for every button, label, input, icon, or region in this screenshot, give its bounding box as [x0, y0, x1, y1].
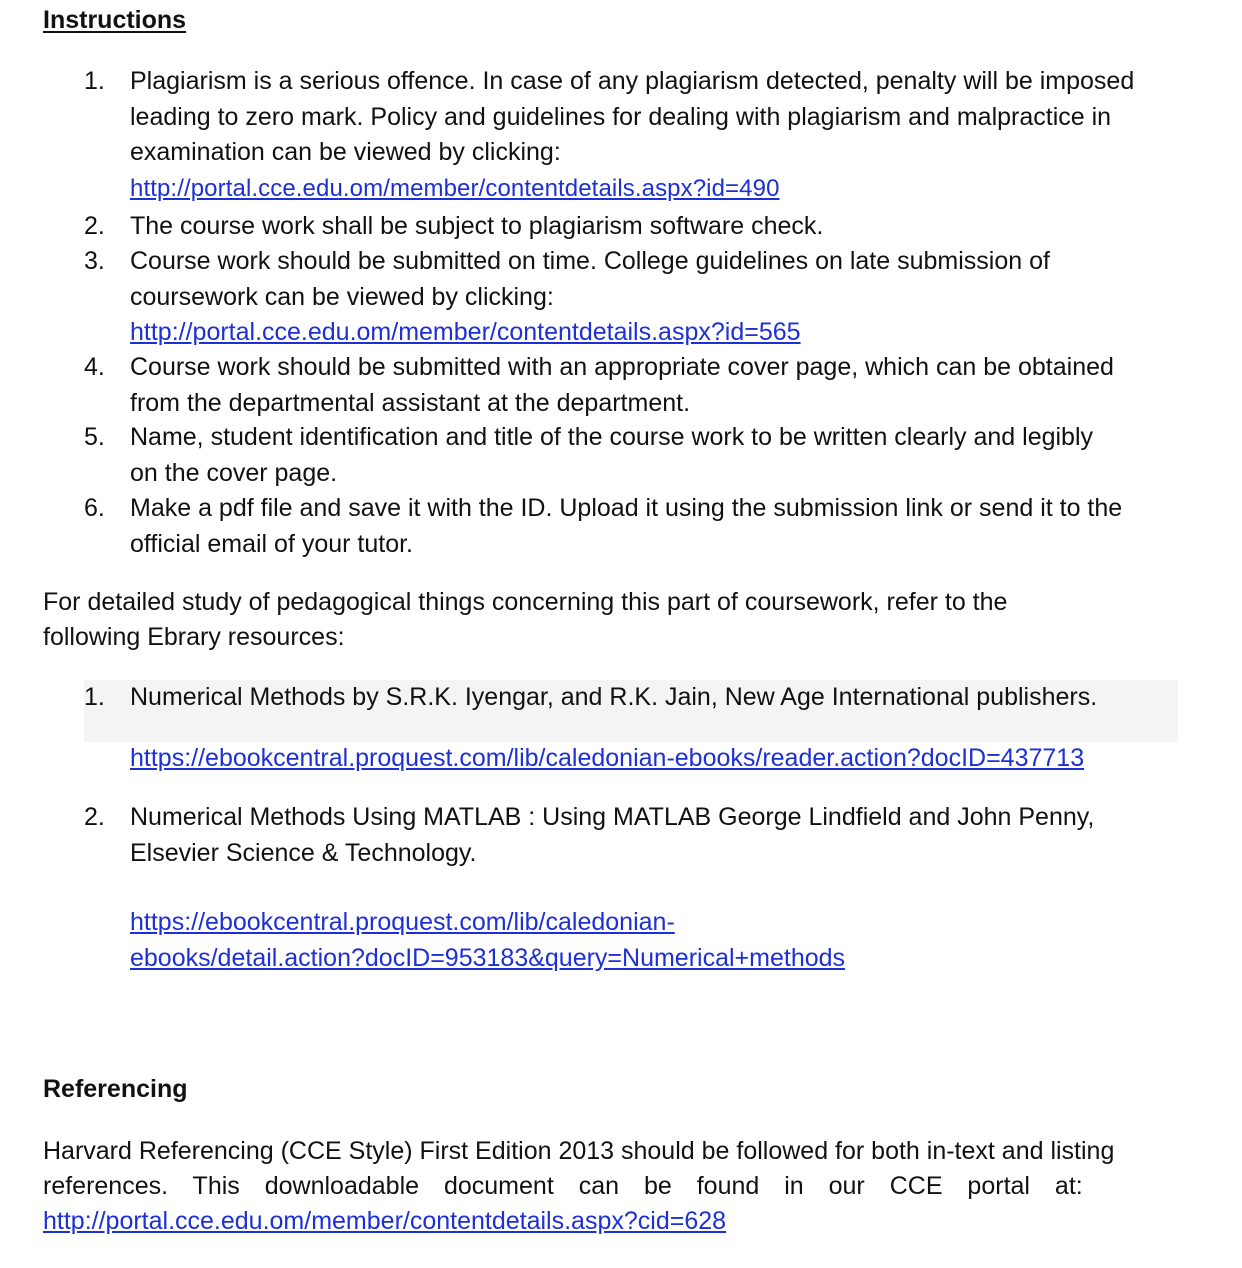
- resource-title: Elsevier Science & Technology.: [130, 838, 477, 867]
- instruction-text: from the departmental assistant at the department.: [130, 388, 691, 417]
- instruction-item-4: [84, 350, 1184, 421]
- instruction-text: Make a pdf file and save it with the ID. Upload it using the submission link or send it to the: [130, 494, 1123, 522]
- instruction-text: Name, student identification and title of the course work to be written clearly and legibly: [130, 423, 1094, 451]
- resources-intro: [43, 585, 1173, 655]
- instruction-text: on the cover page.: [130, 458, 338, 487]
- list-number: 1.: [84, 683, 105, 711]
- instruction-text: Course work should be submitted with an appropriate cover page, which can be obtained: [130, 353, 1114, 381]
- instruction-item-5: [84, 420, 1184, 491]
- matlab-ebook-link[interactable]: https://ebookcentral.proquest.com/lib/caledonian-: [130, 908, 675, 936]
- list-number: 6.: [84, 494, 105, 522]
- resources-intro-text: following Ebrary resources:: [43, 623, 345, 651]
- instruction-text: Plagiarism is a serious offence. In case of any plagiarism detected, penalty will be imposed: [130, 67, 1135, 95]
- list-number: 5.: [84, 423, 105, 451]
- resource-title: Numerical Methods Using MATLAB : Using MATLAB George Lindfield and John Penny,: [130, 803, 1095, 831]
- instruction-text: examination can be viewed by clicking:: [130, 138, 561, 166]
- plagiarism-policy-link[interactable]: http://portal.cce.edu.om/member/contentdetails.aspx?id=490: [130, 174, 780, 202]
- list-number: 2.: [84, 803, 105, 831]
- harvard-referencing-link[interactable]: http://portal.cce.edu.om/member/contentdetails.aspx?cid=628: [43, 1207, 727, 1235]
- instruction-text: The course work shall be subject to plagiarism software check.: [130, 212, 824, 240]
- instruction-text: leading to zero mark. Policy and guidelines for dealing with plagiarism and malpractice in: [130, 102, 1112, 131]
- instruction-text: official email of your tutor.: [130, 529, 414, 558]
- referencing-text: Harvard Referencing (CCE Style) First Edition 2013 should be followed for both in-text and listing: [43, 1137, 1115, 1165]
- instruction-item-1: [84, 64, 1184, 206]
- referencing-text: references. This downloadable document can be found in our CCE portal at:: [43, 1172, 1083, 1200]
- referencing-heading: Referencing: [43, 1075, 188, 1103]
- instruction-item-3: [84, 244, 1184, 351]
- list-number: 1.: [84, 67, 105, 95]
- list-number: 4.: [84, 353, 105, 381]
- iyengar-ebook-link[interactable]: https://ebookcentral.proquest.com/lib/caledonian-ebooks/reader.action?docID=437713: [130, 744, 1085, 772]
- instructions-heading: Instructions: [43, 6, 187, 34]
- resource-item-2: [84, 800, 1184, 871]
- resources-intro-text: For detailed study of pedagogical things concerning this part of coursework, refer to the: [43, 588, 1008, 616]
- instruction-item-6: [84, 491, 1184, 562]
- instruction-item-2: [84, 209, 1184, 245]
- resource-item-2-link-row: [84, 905, 1184, 976]
- instruction-text: Course work should be submitted on time. College guidelines on late submission of: [130, 247, 1050, 275]
- late-submission-link[interactable]: http://portal.cce.edu.om/member/contentdetails.aspx?id=565: [130, 318, 801, 346]
- referencing-paragraph: [43, 1134, 1173, 1239]
- instruction-text: coursework can be viewed by clicking:: [130, 282, 554, 311]
- matlab-ebook-link-continued[interactable]: ebooks/detail.action?docID=953183&query=Numerical+methods: [130, 943, 846, 972]
- list-number: 2.: [84, 212, 105, 240]
- resource-item-1: [84, 680, 1184, 716]
- resource-item-1-link-row: [84, 741, 1184, 777]
- resource-title: Numerical Methods by S.R.K. Iyengar, and R.K. Jain, New Age International publishers.: [130, 683, 1098, 711]
- list-number: 3.: [84, 247, 105, 275]
